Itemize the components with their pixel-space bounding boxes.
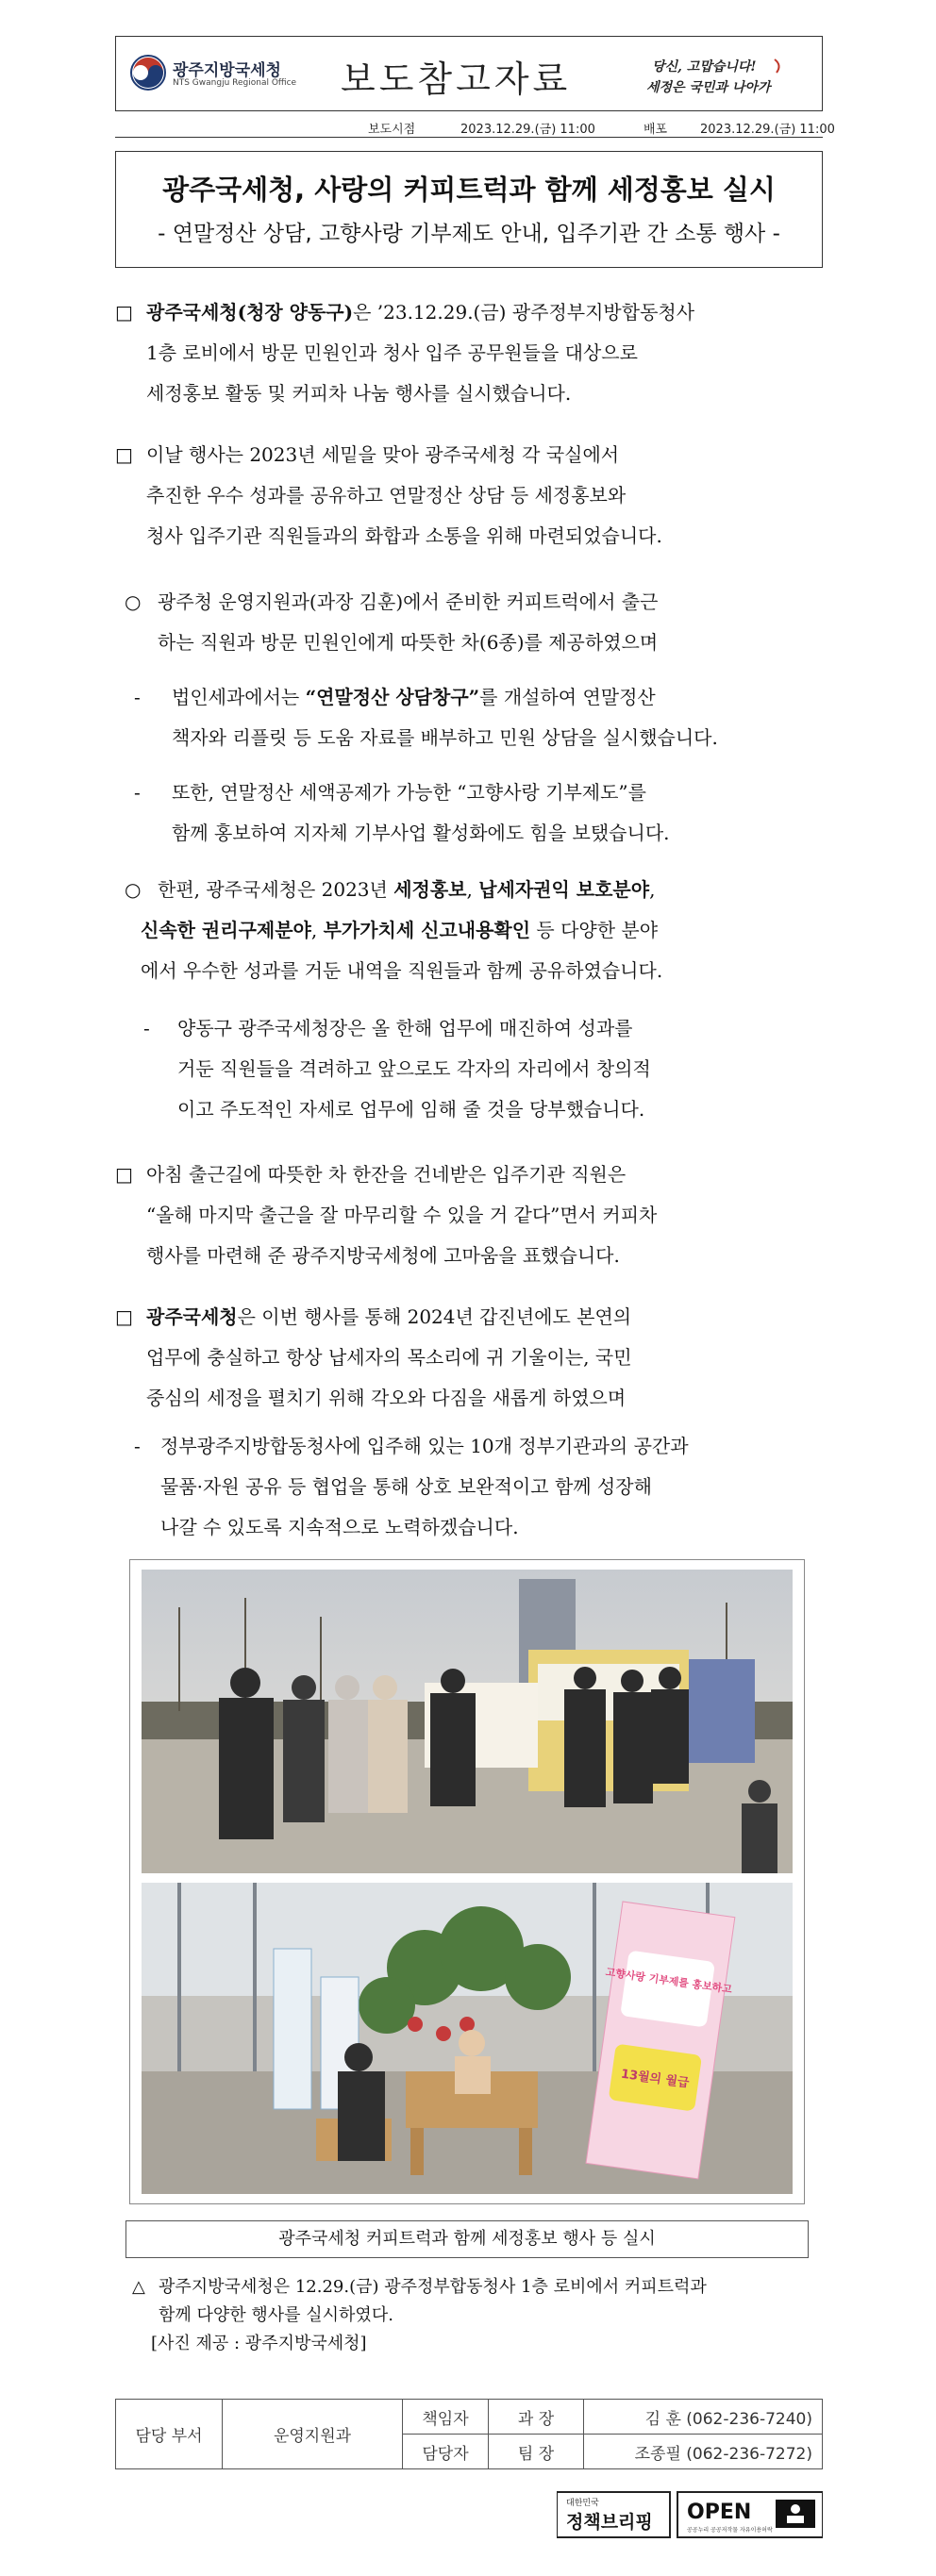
bullet-square: □ — [115, 1305, 133, 1328]
note-marker: △ — [132, 2277, 145, 2297]
org-name: 광주지방국세청 — [173, 61, 281, 80]
slogan-logo — [633, 52, 812, 99]
document-type: 보도참고자료 — [341, 58, 572, 100]
open-small: 공공누리 공공저작물 자유이용허락 — [687, 2527, 773, 2534]
p2-line3: 청사 입주기관 직원들과의 화합과 소통을 위해 마련되었습니다. — [146, 524, 662, 547]
row1-person: 김 훈 (062-236-7240) — [584, 2400, 823, 2435]
policy-brand: 정책브리핑 — [566, 2512, 653, 2533]
photo-consultation-desk — [142, 1883, 793, 2194]
issue-date: 2023.12.29.(금) 11:00 — [460, 123, 595, 137]
p6-bold3: 신속한 권리구제분야 — [141, 919, 311, 941]
nts-emblem-icon — [129, 54, 167, 91]
row2-title: 팀 장 — [489, 2435, 584, 2469]
consultation-scene-icon — [142, 1883, 793, 2194]
p4-line1b: 를 개설하여 연말정산 — [479, 686, 656, 708]
org-name-en: NTS Gwangju Regional Office — [173, 78, 297, 88]
p8-line3: 행사를 마련해 준 광주지방국세청에 고마움을 표했습니다. — [146, 1244, 620, 1267]
p9-line2: 업무에 충실하고 항상 납세자의 목소리에 귀 기울이는, 국민 — [146, 1346, 632, 1369]
p1-line2: 1층 로비에서 방문 민원인과 청사 입주 공무원들을 대상으로 — [146, 341, 638, 364]
p8-line1: 아침 출근길에 따뜻한 차 한잔을 건네받은 입주기관 직원은 — [146, 1163, 627, 1186]
p7-line2: 거둔 직원들을 격려하고 앞으로도 각자의 자리에서 창의적 — [177, 1057, 651, 1080]
footer-logos — [557, 2486, 823, 2543]
slogan-line2: 세정은 국민과 나아가 — [646, 80, 771, 95]
p6-bold2: 납세자권익 보호분야 — [478, 878, 650, 901]
policy-small: 대한민국 — [566, 2499, 599, 2508]
paragraph-10 — [160, 1426, 689, 1548]
paragraph-7 — [177, 1008, 651, 1130]
title-box — [115, 151, 823, 268]
p10-line3: 나갈 수 있도록 지속적으로 노력하겠습니다. — [160, 1516, 519, 1538]
photo-credit: [사진 제공 : 광주지방국세청] — [151, 2334, 367, 2353]
header — [115, 36, 823, 111]
p2-line2: 추진한 우수 성과를 공유하고 연말정산 상담 등 세정홍보와 — [146, 484, 627, 507]
dept-label: 담당 부서 — [116, 2400, 223, 2469]
p3-line2: 하는 직원과 방문 민원인에게 따뜻한 차(6종)를 제공하였으며 — [158, 631, 659, 654]
slogan-calligraphy-icon — [633, 52, 812, 99]
p7-line3: 이고 주도적인 자세로 업무에 임해 줄 것을 당부했습니다. — [177, 1098, 645, 1121]
photo-caption: 광주국세청 커피트럭과 함께 세정홍보 행사 등 실시 — [125, 2220, 809, 2258]
paragraph-6 — [141, 870, 663, 991]
slogan-line1: 당신, 고맙습니다! — [652, 59, 757, 75]
paragraph-1 — [146, 292, 694, 414]
p9-line3: 중심의 세정을 펼치기 위해 각오와 다짐을 새롭게 하였으며 — [146, 1387, 627, 1409]
release-dates — [115, 117, 835, 138]
p6-line1a: 한편, 광주국세청은 2023년 — [158, 878, 394, 901]
bullet-dash: - — [134, 1435, 141, 1457]
p6-line1c: , — [649, 878, 656, 901]
p8-line2: “올해 마지막 출근을 잘 마무리할 수 있을 거 같다”면서 커피차 — [146, 1204, 658, 1226]
bullet-square: □ — [115, 1163, 133, 1186]
paragraph-2 — [146, 435, 662, 557]
row1-title: 과 장 — [489, 2400, 584, 2435]
p5-line1: 또한, 연말정산 세액공제가 가능한 “고향사랑 기부제도”를 — [172, 781, 646, 804]
p5-line2: 함께 홍보하여 지자체 기부사업 활성화에도 힘을 보탰습니다. — [172, 822, 670, 844]
bullet-square: □ — [115, 301, 133, 324]
p1-bold: 광주국세청(청장 양동구) — [146, 301, 354, 324]
p2-line1: 이날 행사는 2023년 세밑을 맞아 광주국세청 각 국실에서 — [146, 443, 620, 466]
banner-mid-text: 13월의 월급 — [620, 2067, 691, 2091]
p6-line1b: , — [466, 878, 479, 901]
photo-frame — [129, 1559, 805, 2204]
note-line1: 광주지방국세청은 12.29.(금) 광주정부합동청사 1층 로비에서 커피트럭과 — [159, 2277, 707, 2297]
photo-coffee-truck — [142, 1570, 793, 1873]
row1-role: 책임자 — [403, 2400, 489, 2435]
distribute-date: 2023.12.29.(금) 11:00 — [700, 123, 835, 137]
p4-line2: 책자와 리플릿 등 도움 자료를 배부하고 민원 상담을 실시했습니다. — [172, 726, 718, 749]
note-line2: 함께 다양한 행사를 실시하였다. — [159, 2305, 393, 2325]
open-brand: OPEN — [687, 2501, 752, 2524]
bullet-dash: - — [134, 686, 141, 708]
bullet-dash: - — [143, 1017, 150, 1039]
sub-title: - 연말정산 상담, 고향사랑 기부제도 안내, 입주기관 간 소통 행사 - — [158, 222, 780, 246]
p6-line2a: , — [310, 919, 324, 941]
nts-logo — [129, 54, 309, 95]
p6-line2b: 등 다양한 분야 — [530, 919, 659, 941]
main-title: 광주국세청, 사랑의 커피트럭과 함께 세정홍보 실시 — [162, 174, 776, 206]
p6-line3: 에서 우수한 성과를 거둔 내역을 직원들과 함께 공유하였습니다. — [141, 959, 663, 982]
bullet-dash: - — [134, 781, 141, 804]
p10-line1: 정부광주지방합동청사에 입주해 있는 10개 정부기관과의 공간과 — [160, 1435, 689, 1457]
paragraph-3 — [158, 582, 658, 663]
bullet-circle: ○ — [125, 590, 142, 613]
p1-line3: 세정홍보 활동 및 커피차 나눔 행사를 실시했습니다. — [146, 382, 572, 405]
distribute-label: 배포 — [644, 123, 668, 137]
p4-bold: “연말정산 상담창구” — [305, 686, 480, 708]
bullet-square: □ — [115, 443, 133, 466]
p3-line1: 광주청 운영지원과(과장 김훈)에서 준비한 커피트럭에서 출근 — [158, 590, 659, 613]
p1-line1: 은 ’23.12.29.(금) 광주정부지방합동청사 — [353, 301, 695, 324]
policy-briefing-logo-icon — [557, 2486, 823, 2543]
p10-line2: 물품·자원 공유 등 협업을 통해 상호 보완적이고 함께 성장해 — [160, 1475, 652, 1498]
paragraph-8 — [146, 1155, 657, 1276]
contact-table — [115, 2399, 823, 2469]
issue-label: 보도시점 — [368, 123, 416, 137]
paragraph-4 — [172, 677, 718, 758]
paragraph-9 — [146, 1297, 632, 1419]
banner-top-text: 고향사랑 기부제를 홍보하고 — [604, 1966, 733, 1996]
p4-line1a: 법인세과에서는 — [172, 686, 306, 708]
p9-line1: 은 이번 행사를 통해 2024년 갑진년에도 본연의 — [237, 1305, 632, 1328]
p6-bold4: 부가가치세 신고내용확인 — [323, 919, 531, 941]
row2-person: 조종필 (062-236-7272) — [584, 2435, 823, 2469]
row2-role: 담당자 — [403, 2435, 489, 2469]
p7-line1: 양동구 광주국세청장은 올 한해 업무에 매진하여 성과를 — [177, 1017, 633, 1039]
p6-bold1: 세정홍보 — [393, 878, 467, 901]
paragraph-5 — [172, 773, 670, 854]
coffee-truck-scene-icon — [142, 1570, 793, 1873]
p9-bold: 광주국세청 — [146, 1305, 238, 1328]
dept-name: 운영지원과 — [223, 2400, 403, 2469]
bullet-circle: ○ — [125, 878, 142, 901]
